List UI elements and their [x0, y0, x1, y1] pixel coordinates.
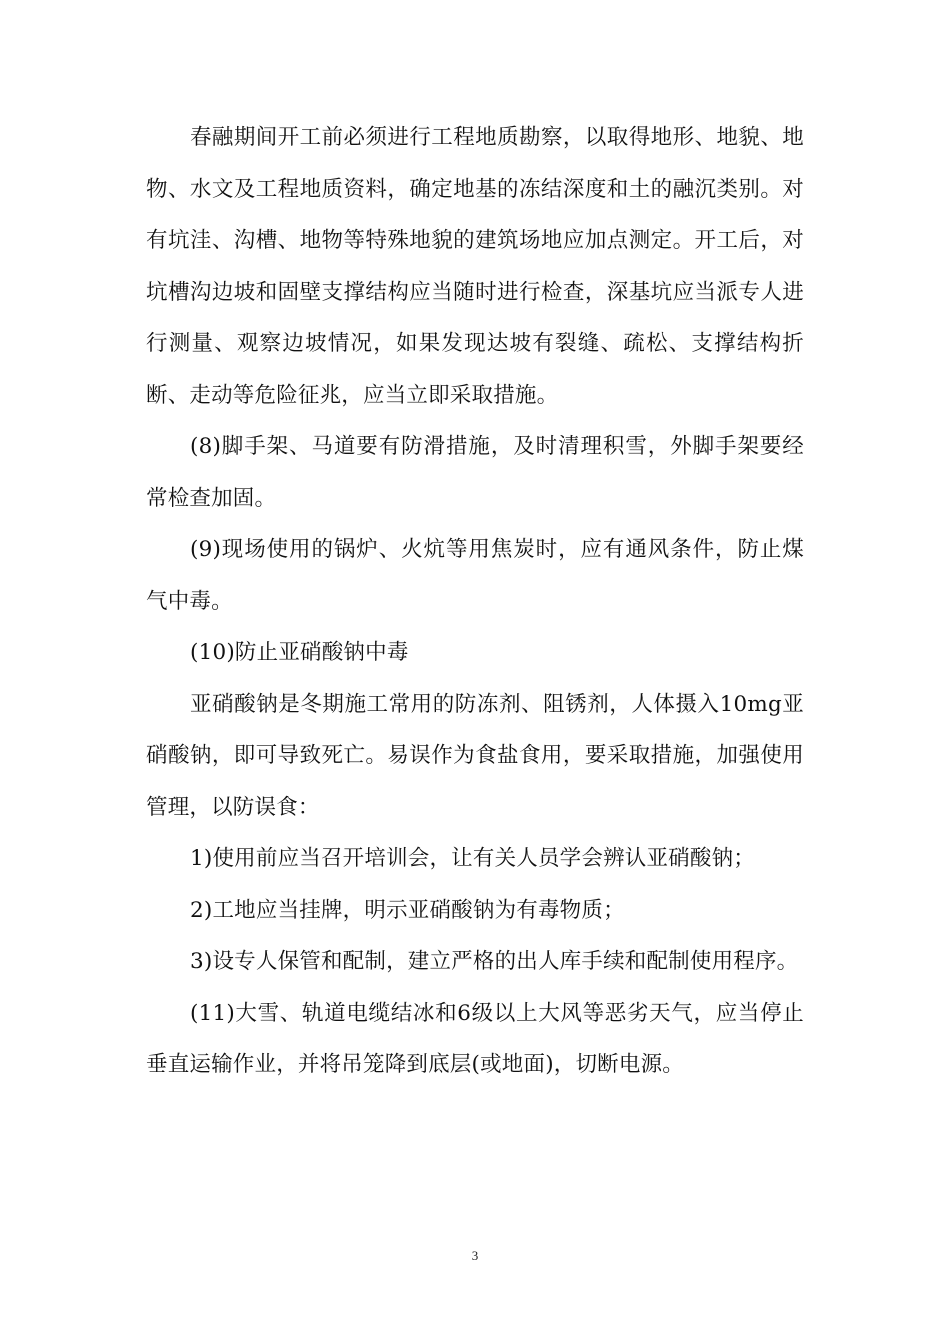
list-item-2-signage: 2)工地应当挂牌，明示亚硝酸钠为有毒物质； [190, 897, 625, 923]
paragraph-spring-thaw-survey: 春融期间开工前必须进行工程地质勘察，以取得地形、地貌、地物、水文及工程地质资料，确定地基的冻结深度和土的融沉类别。对有坑洼、沟槽、地物等特殊地貌的建筑场地应加点测定。开工后，对坑槽沟边坡和固壁支撑结构应当随时进行检查，深基坑应当派专人进行测量、观察边坡情况，如果发现达坡有裂缝、疏松、支撑结构折断、走动等危险征兆，应当立即采取措施。 [146, 125, 804, 408]
paragraph-item-11-severe-weather: (11)大雪、轨道电缆结冰和6级以上大风等恶劣天气，应当停止垂直运输作业，并将吊笼降到底层(或地面)，切断电源。 [146, 1000, 804, 1077]
paragraph-item-10-heading: (10)防止亚硝酸钠中毒 [190, 640, 409, 665]
page-number: 3 [471, 1248, 479, 1263]
list-item-1-training: 1)使用前应当召开培训会，让有关人员学会辨认亚硝酸钠； [190, 846, 755, 871]
paragraph-item-9-boiler-ventilation: (9)现场使用的锅炉、火炕等用焦炭时，应有通风条件，防止煤气中毒。 [146, 537, 804, 614]
paragraph-sodium-nitrite-warning: 亚硝酸钠是冬期施工常用的防冻剂、阻锈剂，人体摄入10mg亚硝酸钠，即可导致死亡。易误作为食盐食用，要采取措施，加强使用管理，以防误食： [146, 691, 804, 820]
paragraph-item-8-scaffolding: (8)脚手架、马道要有防滑措施，及时清理积雪，外脚手架要经常检查加固。 [146, 434, 804, 511]
list-item-3-custody: 3)设专人保管和配制，建立严格的出人库手续和配制使用程序。 [190, 949, 799, 974]
document-body [146, 112, 804, 1091]
